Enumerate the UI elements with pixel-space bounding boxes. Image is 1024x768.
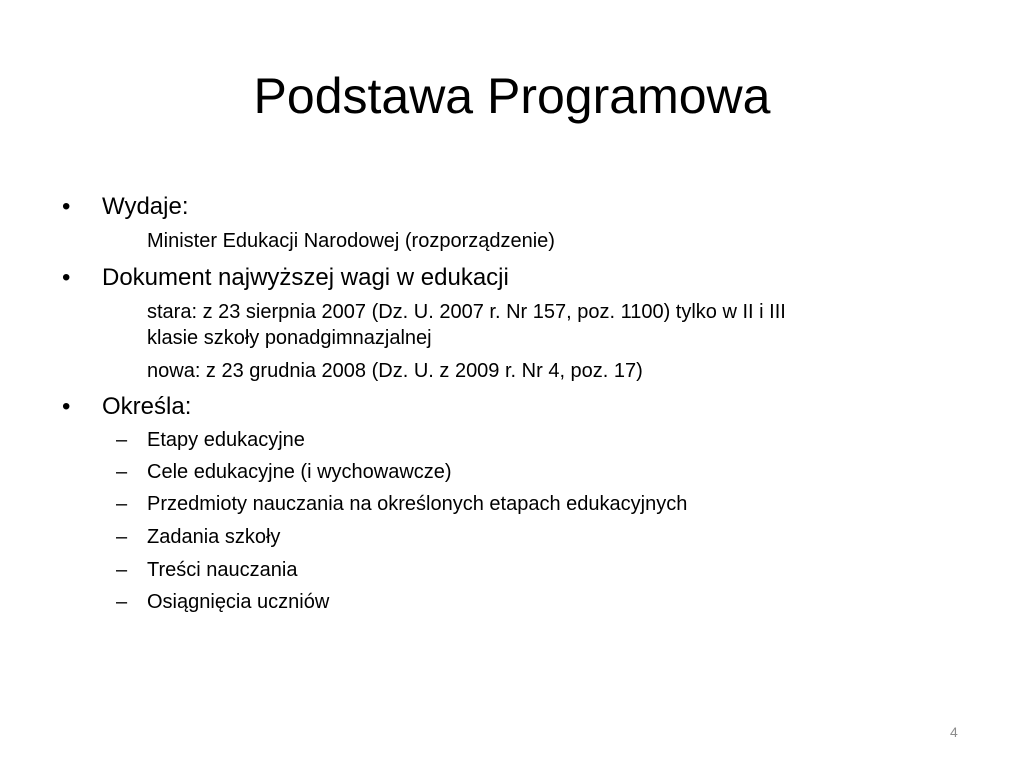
dash-text: Osiągnięcia uczniów [147,591,330,613]
bullet-marker: • [62,264,71,291]
bullet-text: Dokument najwyższej wagi w edukacji [102,264,509,291]
bullet-marker: • [62,193,71,220]
dash-marker: – [116,526,128,548]
dash-text: Cele edukacyjne (i wychowawcze) [147,461,452,483]
dash-text: Etapy edukacyjne [147,429,305,451]
dash-marker: – [116,493,128,515]
bullet-text: Określa: [102,393,192,420]
dash-marker: – [116,591,128,613]
page-number: 4 [950,724,958,740]
sub-line: Minister Edukacji Narodowej (rozporządzenie) [147,230,555,252]
sub-line: nowa: z 23 grudnia 2008 (Dz. U. z 2009 r. Nr 4, poz. 17) [147,360,643,382]
bullet-text: Wydaje: [102,193,189,220]
dash-text: Zadania szkoły [147,526,281,548]
dash-text: Treści nauczania [147,559,298,581]
bullet-marker: • [62,393,71,420]
dash-text: Przedmioty nauczania na określonych etapach edukacyjnych [147,493,688,515]
slide-title: Podstawa Programowa [253,68,771,124]
dash-marker: – [116,429,128,451]
dash-marker: – [116,559,128,581]
dash-marker: – [116,461,128,483]
sub-line: stara: z 23 sierpnia 2007 (Dz. U. 2007 r. Nr 157, poz. 1100) tylko w II i III [147,301,786,323]
sub-line: klasie szkoły ponadgimnazjalnej [147,327,432,349]
